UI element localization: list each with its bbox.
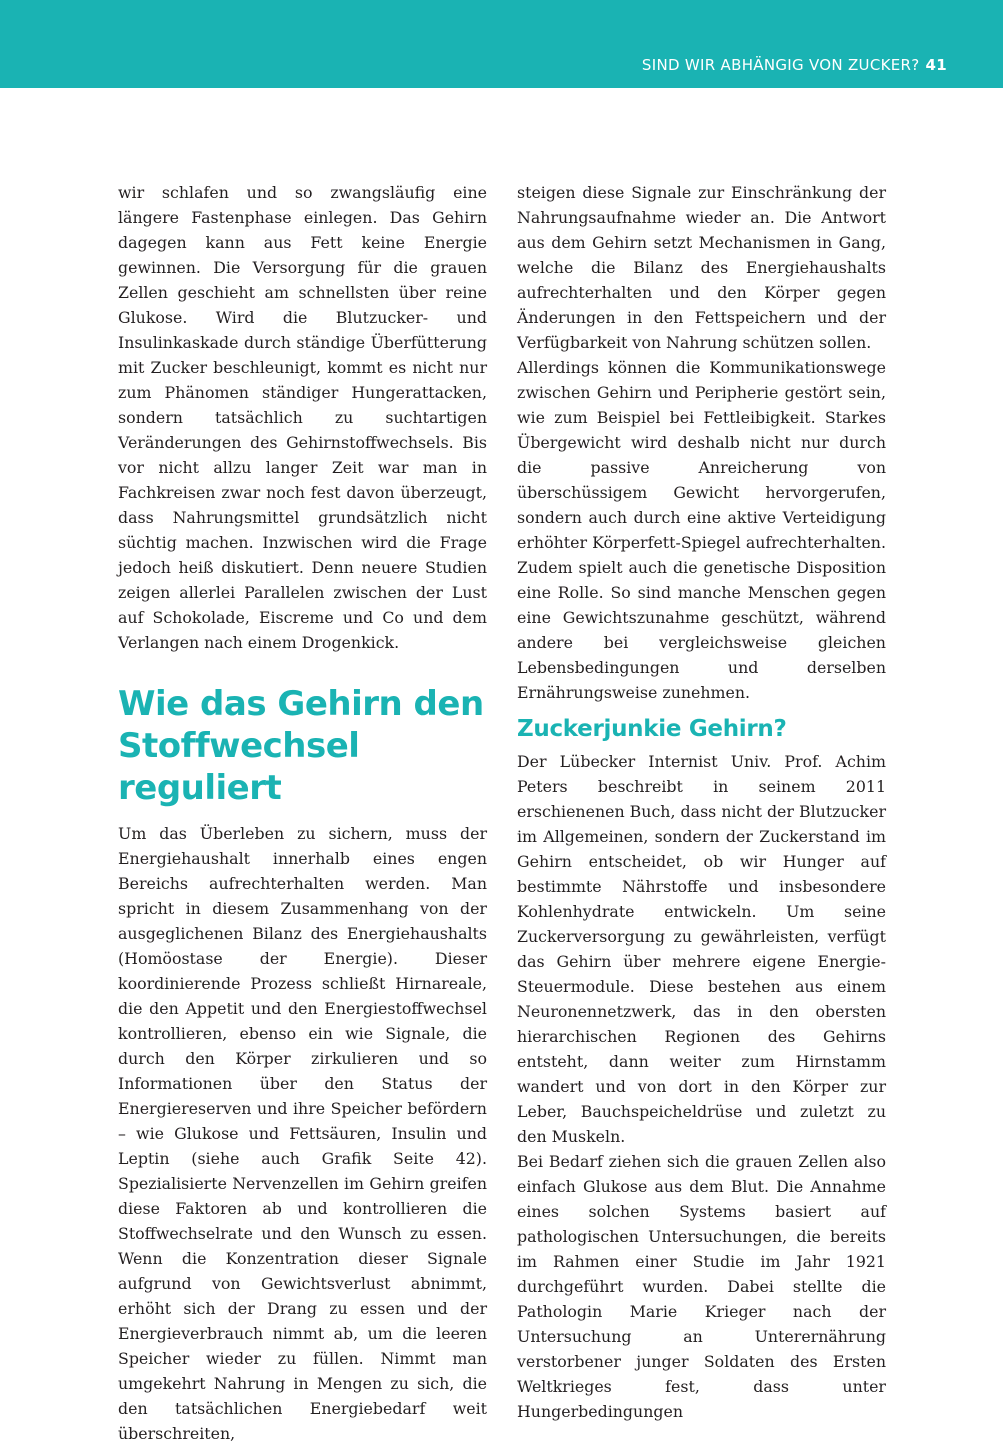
body-paragraph: Um das Überleben zu sichern, muss der Energiehaushalt innerhalb eines engen Bereichs aufrechterhalten werden. Man spricht in diesem Zusammenhang von der ausgeglichenen Bilanz des Energiehaushalts (Homöostase der Energie). Dieser koordinierende Prozess schließt Hirnareale, die den Appetit und den Energiestoffwechsel kontrollieren, ebenso ein wie Signale, die durch den Körper zirkulieren und so Informationen über den Status der Energiereserven und ihre Speicher befördern – wie Glukose und Fettsäuren, Insulin und Leptin (siehe auch Grafik Seite 42). Spezialisierte Nervenzellen im Gehirn greifen diese Faktoren ab und kontrollieren die Stoffwechselrate und den Wunsch zu essen. Wenn die Konzentration dieser Signale aufgrund von Gewichtsverlust abnimmt, erhöht sich der Drang zu essen und der Energieverbrauch nimmt ab, um die leeren Speicher wieder zu füllen. Nimmt man umgekehrt Nahrung in Mengen zu sich, die den tatsächlichen Energiebedarf weit überschreiten,	[118, 824, 487, 1443]
section-heading: Wie das Gehirn den Stoffwechsel reguliert	[118, 684, 484, 808]
subsection-heading: Zuckerjunkie Gehirn?	[517, 716, 787, 742]
running-head	[642, 56, 947, 74]
left-column	[118, 180, 487, 1446]
body-paragraph: Allerdings können die Kommunikationswege zwischen Gehirn und Peripherie gestört sein, wie zum Beispiel bei Fettleibigkeit. Starkes Übergewicht wird deshalb nicht nur durch die passive Anreicherung von überschüssigem Gewicht hervorgerufen, sondern auch durch eine aktive Verteidigung erhöhter Körperfett-Spiegel aufrechterhalten. Zudem spielt auch die genetische Disposition eine Rolle. So sind manche Menschen gegen eine Gewichtszunahme geschützt, während andere bei vergleichsweise gleichen Lebensbedingungen und derselben Ernährungsweise zunehmen.	[517, 358, 886, 702]
header-band	[0, 0, 1003, 88]
body-paragraph: Bei Bedarf ziehen sich die grauen Zellen also einfach Glukose aus dem Blut. Die Annahme eines solchen Systems basiert auf pathologischen Untersuchungen, die bereits im Rahmen einer Studie im Jahr 1921 durchgeführt wurden. Dabei stellte die Pathologin Marie Krieger nach der Untersuchung an Unterernährung verstorbener junger Soldaten des Ersten Weltkrieges fest, dass unter Hungerbedingungen	[517, 1152, 886, 1421]
body-paragraph: wir schlafen und so zwangsläufig eine längere Fastenphase einlegen. Das Gehirn dagegen kann aus Fett keine Energie gewinnen. Die Versorgung für die grauen Zellen geschieht am schnellsten über reine Glukose. Wird die Blutzucker- und Insulinkaskade durch ständige Überfütterung mit Zucker beschleunigt, kommt es nicht nur zum Phänomen ständiger Hungerattacken, sondern tatsächlich zu suchtartigen Veränderungen des Gehirnstoffwechsels. Bis vor nicht allzu langer Zeit war man in Fachkreisen zwar noch fest davon überzeugt, dass Nahrungsmittel grundsätzlich nicht süchtig machen. Inzwischen wird die Frage jedoch heiß diskutiert. Denn neuere Studien zeigen allerlei Parallelen zwischen der Lust auf Schokolade, Eiscreme und Co und dem Verlangen nach einem Drogenkick.	[118, 183, 487, 652]
body-paragraph: Der Lübecker Internist Univ. Prof. Achim Peters beschreibt in seinem 2011 erschienenen Buch, dass nicht der Blutzucker im Allgemeinen, sondern der Zuckerstand im Gehirn entscheidet, ob wir Hunger auf bestimmte Nährstoffe und insbesondere Kohlenhydrate entwickeln. Um seine Zuckerversorgung zu gewährleisten, verfügt das Gehirn über mehrere eigene Energie-Steuermodule. Diese bestehen aus einem Neuronennetzwerk, das in den obersten hierarchischen Regionen des Gehirns entsteht, dann weiter zum Hirnstamm wandert und von dort in den Körper zur Leber, Bauchspeicheldrüse und zuletzt zu den Muskeln.	[517, 752, 886, 1146]
body-paragraph: steigen diese Signale zur Einschränkung der Nahrungsaufnahme wieder an. Die Antwort aus dem Gehirn setzt Mechanismen in Gang, welche die Bilanz des Energiehaushalts aufrechterhalten und den Körper gegen Änderungen in den Fettspeichern und der Verfügbarkeit von Nahrung schützen sollen.	[517, 183, 886, 352]
running-title: SIND WIR ABHÄNGIG VON ZUCKER?	[641, 56, 920, 74]
right-column	[517, 180, 886, 1424]
page-number: 41	[925, 56, 947, 74]
